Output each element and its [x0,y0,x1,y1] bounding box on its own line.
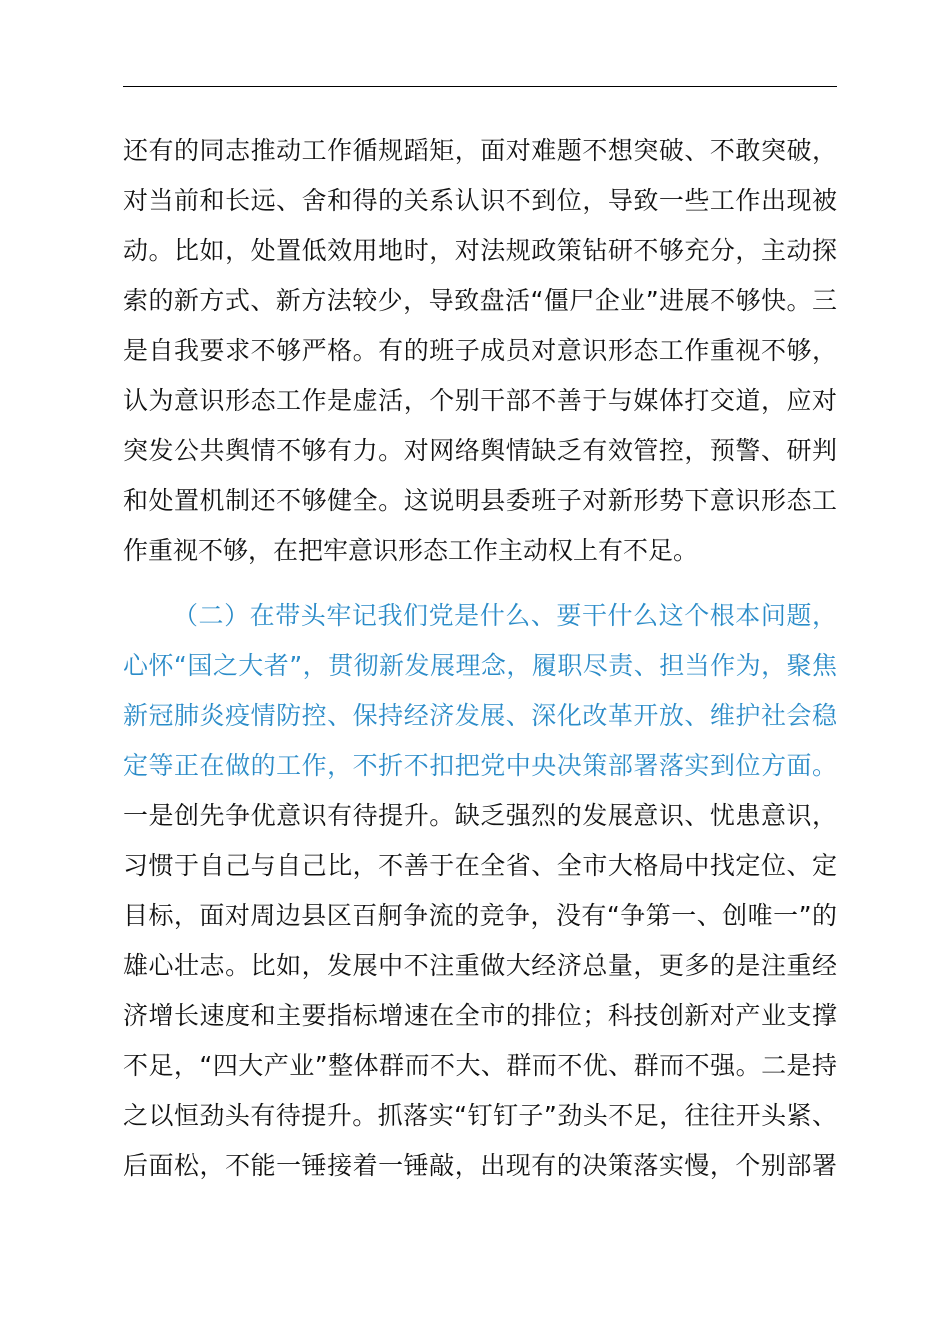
text-line: 索的新方式、新方法较少，导致盘活“僵尸企业”进展不够快。三 [123,286,837,315]
text-line: 目标，面对周边县区百舸争流的竞争，没有“争第一、创唯一”的 [123,901,837,930]
paragraph-gap [123,576,837,591]
section-heading-line: （二）在带头牢记我们党是什么、要干什么这个根本问题， [173,601,837,630]
section-heading-line: 定等正在做的工作，不折不扣把党中央决策部署落实到位方面。 [123,751,837,780]
text-line: 后面松，不能一锤接着一锤敲，出现有的决策落实慢，个别部署 [123,1151,837,1180]
section-heading-line: 心怀“国之大者”，贯彻新发展理念，履职尽责、担当作为，聚焦 [123,651,837,680]
header-rule [123,86,837,87]
text-line: 济增长速度和主要指标增速在全市的排位；科技创新对产业支撑 [123,1001,837,1030]
text-line: 习惯于自己与自己比，不善于在全省、全市大格局中找定位、定 [123,851,837,880]
section-heading-line: 新冠肺炎疫情防控、保持经济发展、深化改革开放、维护社会稳 [123,701,837,730]
text-line: 是自我要求不够严格。有的班子成员对意识形态工作重视不够， [123,336,837,365]
text-line: 还有的同志推动工作循规蹈矩，面对难题不想突破、不敢突破， [123,136,837,165]
paragraph-1 [123,126,837,576]
text-line: 动。比如，处置低效用地时，对法规政策钻研不够充分，主动探 [123,236,837,265]
text-line: 一是创先争优意识有待提升。缺乏强烈的发展意识、忧患意识， [123,801,837,830]
paragraph-2 [123,791,837,1191]
text-line: 突发公共舆情不够有力。对网络舆情缺乏有效管控，预警、研判 [123,436,837,465]
text-line: 认为意识形态工作是虚活，个别干部不善于与媒体打交道，应对 [123,386,837,415]
section-heading [123,591,837,791]
document-body [123,126,837,1191]
text-line: 雄心壮志。比如，发展中不注重做大经济总量，更多的是注重经 [123,951,837,980]
text-line: 之以恒劲头有待提升。抓落实“钉钉子”劲头不足，往往开头紧、 [123,1101,837,1130]
text-line: 不足，“四大产业”整体群而不大、群而不优、群而不强。二是持 [123,1051,837,1080]
text-line: 作重视不够，在把牢意识形态工作主动权上有不足。 [123,536,699,565]
text-line: 和处置机制还不够健全。这说明县委班子对新形势下意识形态工 [123,486,837,515]
text-line: 对当前和长远、舍和得的关系认识不到位，导致一些工作出现被 [123,186,837,215]
